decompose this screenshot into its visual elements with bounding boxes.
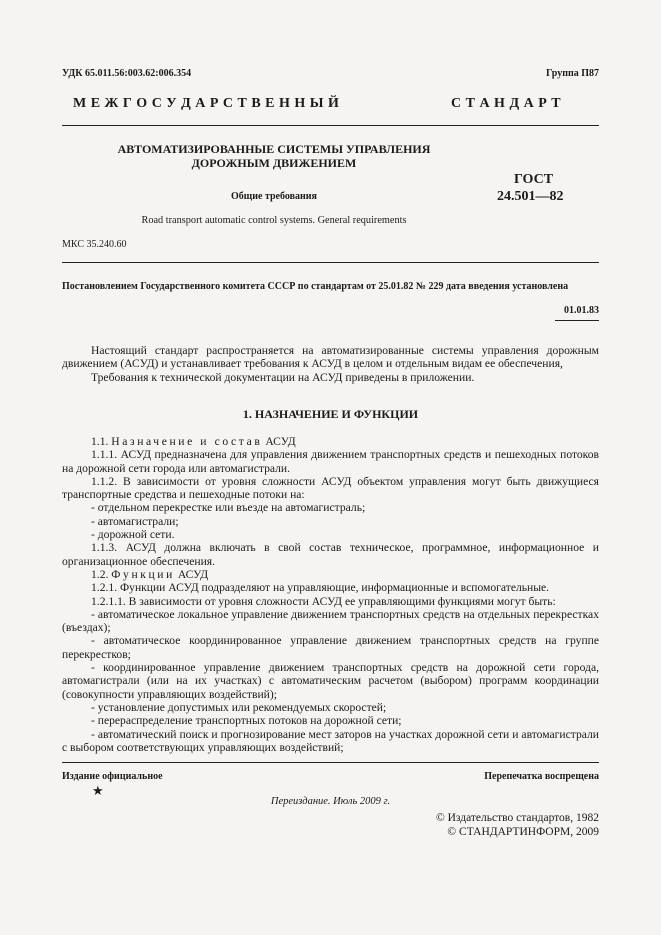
- star-icon: ★: [92, 783, 104, 798]
- section-heading: 1. НАЗНАЧЕНИЕ И ФУНКЦИИ: [242, 407, 419, 421]
- clause: 1.1.3. АСУД должна включать в свой состав техническое, программное, информационное и организационное обеспечения.: [62, 541, 599, 568]
- intro-block: [62, 344, 599, 384]
- list-item: - автоматическое координированное управление движением транспортных средств на группе перекрестков;: [62, 634, 599, 661]
- list-item: - автоматическое локальное управление движением транспортных средств на отдельных перекрестках (въездах);: [62, 607, 599, 635]
- clause: 1.2.1. Функции АСУД подразделяют на управляющие, информационные и вспомогательные.: [91, 581, 550, 595]
- subsection-heading: [62, 568, 599, 581]
- udk-code: УДК 65.011.56:003.62:006.354: [62, 68, 192, 79]
- clause: 1.1.2. В зависимости от уровня сложности АСУД объектом управления могут быть движущиеся транспортные средства и пешеходные потоки на:: [62, 474, 599, 502]
- subsection-title: Функции: [111, 567, 175, 581]
- intro-paragraph: Требования к технической документации на АСУД приведены в приложении.: [91, 370, 475, 384]
- reissue-note: Переиздание. Июль 2009 г.: [270, 796, 391, 807]
- subsection-suffix: АСУД: [265, 435, 296, 448]
- copyright-2: © СТАНДАРТИНФОРМ, 2009: [447, 826, 599, 838]
- mks-code: МКС 35.240.60: [62, 239, 127, 250]
- clause: 1.2.1.1. В зависимости от уровня сложности АСУД ее управляющими функциями могут быть:: [91, 594, 556, 608]
- english-title: Road transport automatic control systems. General requirements: [141, 215, 407, 226]
- gost-label: ГОСТ: [514, 172, 554, 187]
- title-line1: АВТОМАТИЗИРОВАННЫЕ СИСТЕМЫ УПРАВЛЕНИЯ: [117, 142, 431, 156]
- section-body: [62, 435, 599, 754]
- subsection-number: 1.1.: [91, 435, 109, 448]
- list-item: - установление допустимых или рекомендуемых скоростей;: [91, 700, 387, 714]
- copyright-1: © Издательство стандартов, 1982: [435, 812, 599, 824]
- mks-rule: [62, 262, 599, 263]
- group-code: Группа П87: [546, 68, 599, 79]
- subtitle: Общие требования: [231, 191, 317, 202]
- footer-rule: [62, 762, 599, 763]
- date-underline: [555, 320, 599, 321]
- reprint-notice: Перепечатка воспрещена: [484, 771, 599, 782]
- subsection-title: Назначение и состав: [111, 435, 263, 448]
- subsection-number: 1.2.: [91, 567, 109, 581]
- decree-text: Постановлением Государственного комитета СССР по стандартам от 25.01.82 № 229 дата введения установлена: [62, 281, 569, 292]
- subsection-suffix: АСУД: [177, 567, 209, 581]
- header-rule: [62, 125, 599, 126]
- banner-standard: С Т А Н Д А Р Т: [451, 96, 562, 111]
- list-item: - координированное управление движением транспортных средств на дорожной сети города, автомагистрали (или на их участках) с автоматическим расчетом (выбором) программ координации (совокупности управляющих воздействий);: [62, 661, 599, 701]
- list-item: - автоматический поиск и прогнозирование мест заторов на участках дорожной сети и автомагистрали с выбором соответствующих управляющих воздействий;: [62, 727, 599, 754]
- intro-paragraph: Настоящий стандарт распространяется на автоматизированные системы управления дорожным движением (АСУД) и устанавливает требования к АСУД в целом и отдельным видам ее обеспечения,: [62, 344, 599, 371]
- list-item: - автомагистрали;: [91, 514, 179, 528]
- banner-interstate: М Е Ж Г О С У Д А Р С Т В Е Н Н Ы Й: [73, 96, 340, 111]
- official-edition: Издание официальное: [62, 771, 163, 782]
- gost-number: 24.501—82: [497, 189, 564, 204]
- clause: 1.1.1. АСУД предназначена для управления движением транспортных средств и пешеходных потоков на дорожной сети города или автомагистрали.: [62, 448, 599, 475]
- subsection-heading: [62, 435, 599, 448]
- introduction-date: 01.01.83: [564, 305, 599, 316]
- list-item: - дорожной сети.: [91, 528, 175, 542]
- title-line2: ДОРОЖНЫМ ДВИЖЕНИЕМ: [191, 156, 357, 170]
- list-item: - отдельном перекрестке или въезде на автомагистраль;: [91, 501, 366, 515]
- list-item: - перераспределение транспортных потоков на дорожной сети;: [91, 714, 402, 728]
